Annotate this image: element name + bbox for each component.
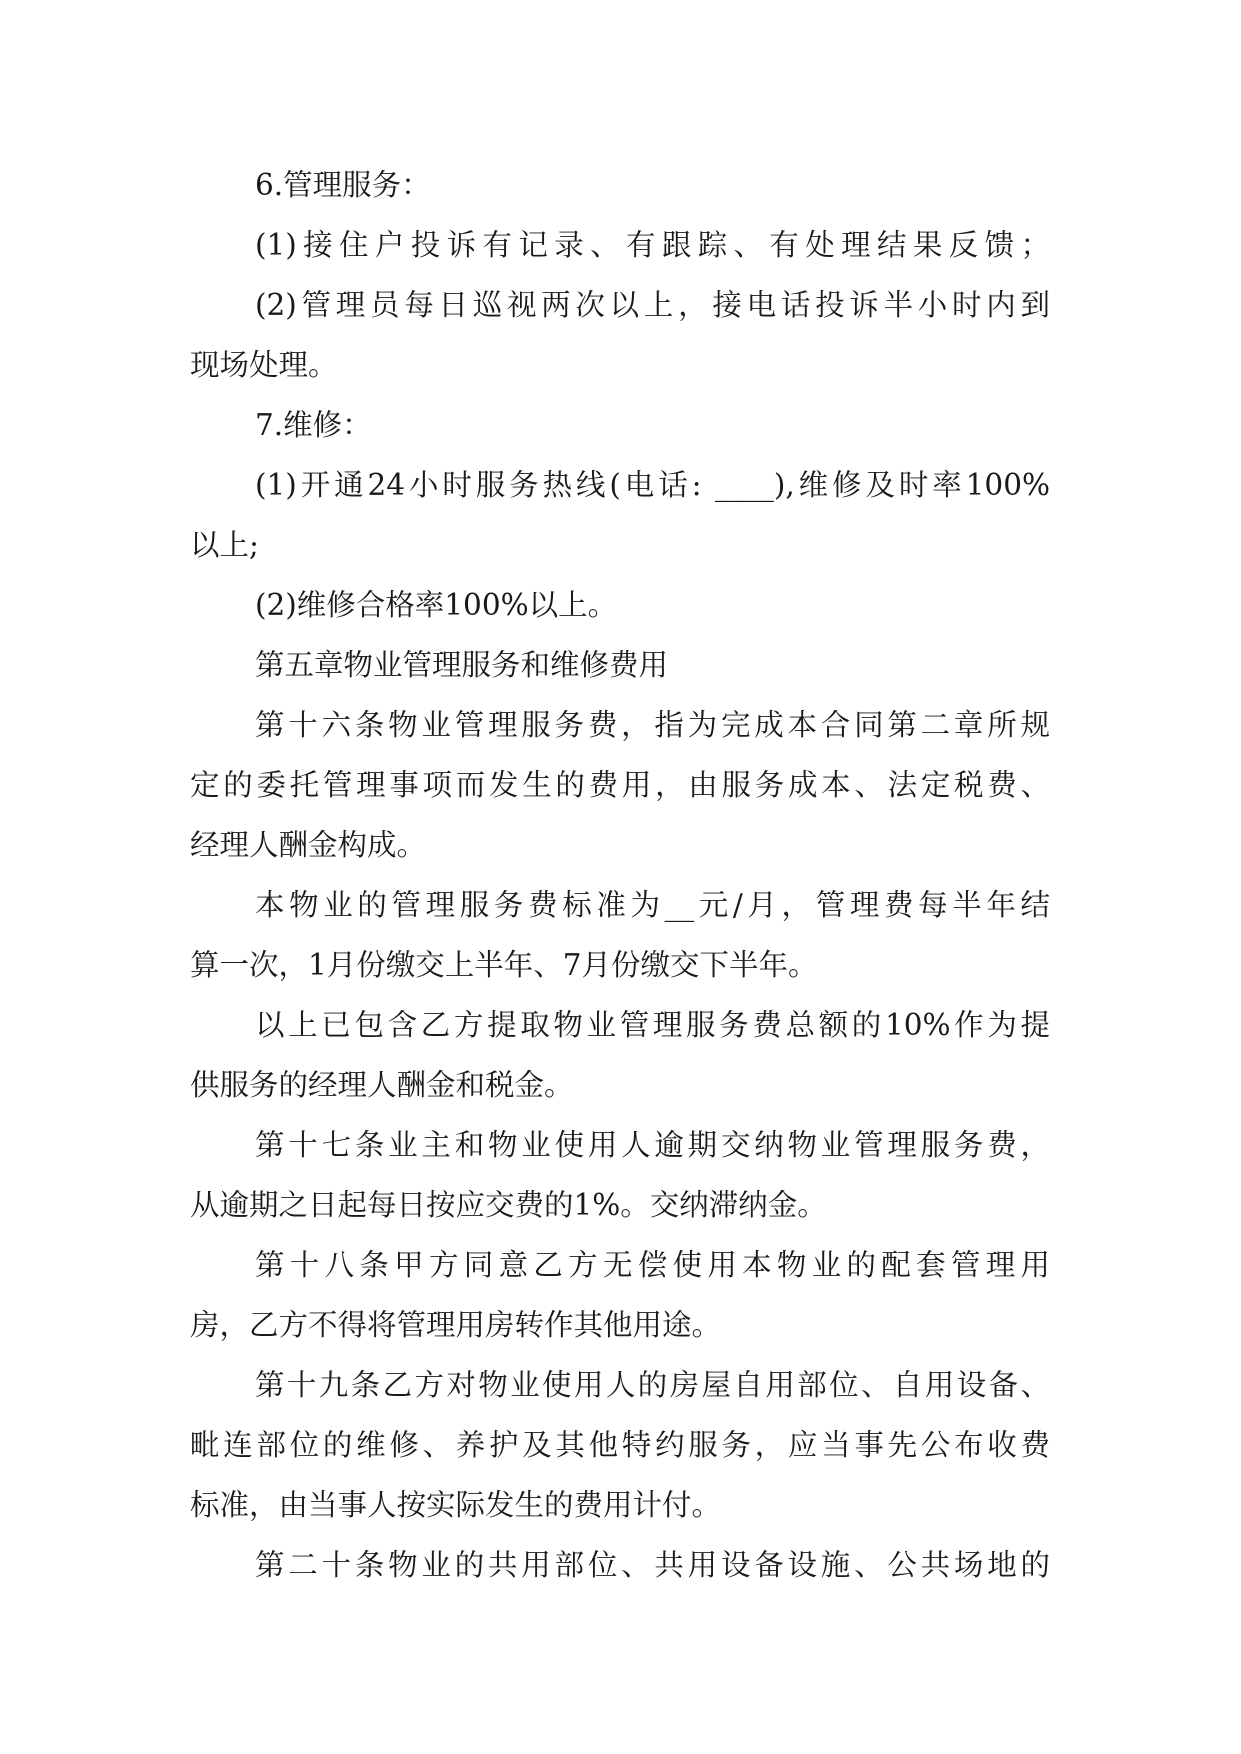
- text-line-article-17: 第十七条业主和物业使用人逾期交纳物业管理服务费，: [255, 1128, 1050, 1162]
- text-line-7-1: (1)开通24小时服务热线(电话: ____),维修及时率100%: [255, 468, 1050, 502]
- chapter-5-heading: 第五章物业管理服务和维修费用: [255, 648, 669, 682]
- text-line-article-18: 第十八条甲方同意乙方无偿使用本物业的配套管理用: [255, 1248, 1050, 1282]
- text-line-article-19-cont-1: 毗连部位的维修、养护及其他特约服务，应当事先公布收费: [190, 1428, 1050, 1462]
- text-line-7-2: (2)维修合格率100%以上。: [255, 588, 618, 622]
- text-line-6-2-cont: 现场处理。: [190, 348, 338, 382]
- text-line-article-16-cont-1: 定的委托管理事项而发生的费用，由服务成本、法定税费、: [190, 768, 1050, 802]
- text-line-item-6-heading: 6.管理服务：: [255, 168, 431, 202]
- text-line-article-17-cont: 从逾期之日起每日按应交费的1%。交纳滞纳金。: [190, 1188, 827, 1222]
- text-line-fee-standard: 本物业的管理服务费标准为__元/月，管理费每半年结: [255, 888, 1050, 922]
- text-line-article-18-cont: 房，乙方不得将管理用房转作其他用途。: [190, 1308, 722, 1342]
- text-line-6-1: (1)接住户投诉有记录、有跟踪、有处理结果反馈；: [255, 228, 1050, 262]
- text-line-fee-included: 以上已包含乙方提取物业管理服务费总额的10%作为提: [255, 1008, 1050, 1042]
- text-line-7-1-cont: 以上;: [190, 528, 259, 562]
- text-line-article-16-cont-2: 经理人酬金构成。: [190, 828, 427, 862]
- text-line-fee-standard-cont: 算一次，1月份缴交上半年、7月份缴交下半年。: [190, 948, 818, 982]
- text-line-item-7-heading: 7.维修：: [255, 408, 372, 442]
- text-line-article-19-cont-2: 标准，由当事人按实际发生的费用计付。: [190, 1488, 722, 1522]
- text-line-article-19: 第十九条乙方对物业使用人的房屋自用部位、自用设备、: [255, 1368, 1050, 1402]
- text-line-fee-included-cont: 供服务的经理人酬金和税金。: [190, 1068, 574, 1102]
- text-line-article-20: 第二十条物业的共用部位、共用设备设施、公共场地的: [255, 1548, 1050, 1582]
- text-line-6-2: (2)管理员每日巡视两次以上，接电话投诉半小时内到: [255, 288, 1050, 322]
- text-line-article-16: 第十六条物业管理服务费，指为完成本合同第二章所规: [255, 708, 1050, 742]
